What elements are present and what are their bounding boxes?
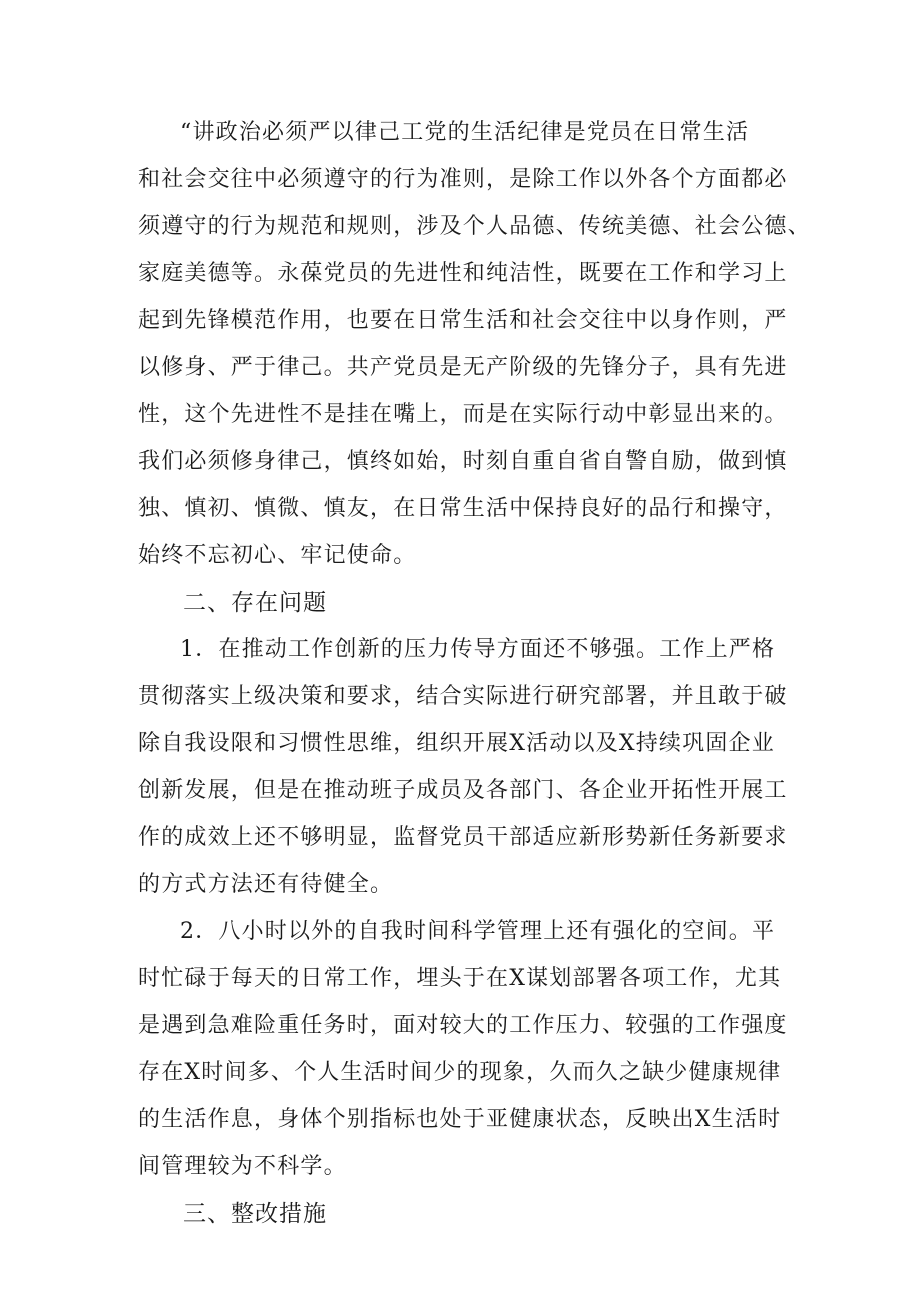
paragraph-line: 创新发展，但是在推动班子成员及各部门、各企业开拓性开展工 xyxy=(138,778,788,803)
paragraph-line: 性，这个先进性不是挂在嘴上，而是在实际行动中彰显出来的。 xyxy=(138,402,788,427)
paragraph-line: 起到先锋模范作用，也要在日常生活和社会交往中以身作则，严 xyxy=(138,308,788,333)
paragraph-line: 的方式方法还有待健全。 xyxy=(138,872,394,897)
paragraph-line: 和社会交往中必须遵守的行为准则，是除工作以外各个方面都必 xyxy=(138,167,788,192)
paragraph-line: 1．在推动工作创新的压力传导方面还不够强。工作上严格 xyxy=(180,637,776,662)
paragraph-line: 除自我设限和习惯性思维，组织开展X活动以及X持续巩固企业 xyxy=(138,731,775,756)
paragraph-line: 是遇到急难险重任务时，面对较大的工作压力、较强的工作强度 xyxy=(138,1013,788,1038)
paragraph-line: 家庭美德等。永葆党员的先进性和纯洁性，既要在工作和学习上 xyxy=(138,261,788,286)
paragraph-line: 2．八小时以外的自我时间科学管理上还有强化的空间。平 xyxy=(180,919,776,944)
paragraph-line: 时忙碌于每天的日常工作，埋头于在X谋划部署各项工作，尤其 xyxy=(138,966,782,991)
paragraph-line: 贯彻落实上级决策和要求，结合实际进行研究部署，并且敢于破 xyxy=(138,684,788,709)
paragraph-line: 存在X时间多、个人生活时间少的现象，久而久之缺少健康规律 xyxy=(138,1060,782,1085)
paragraph-line: 间管理较为不科学。 xyxy=(138,1154,347,1179)
paragraph-line: “讲政治必须严以律己工党的生活纪律是党员在日常生活 xyxy=(180,120,750,145)
paragraph-line: 始终不忘初心、牢记使命。 xyxy=(138,543,417,568)
paragraph-line: 独、慎初、慎微、慎友，在日常生活中保持良好的品行和操守， xyxy=(138,496,788,521)
paragraph-line: 以修身、严于律己。共产党员是无产阶级的先锋分子，具有先进 xyxy=(138,355,788,380)
section-heading-problems: 二、存在问题 xyxy=(183,590,327,616)
paragraph-line: 须遵守的行为规范和规则，涉及个人品德、传统美德、社会公德、 xyxy=(138,214,811,239)
paragraph-line: 作的成效上还不够明显，监督党员干部适应新形势新任务新要求 xyxy=(138,825,788,850)
paragraph-line: 我们必须修身律己，慎终如始，时刻自重自省自警自励，做到慎 xyxy=(138,449,788,474)
paragraph-line: 的生活作息，身体个别指标也处于亚健康状态，反映出X生活时 xyxy=(138,1107,782,1132)
section-heading-measures: 三、整改措施 xyxy=(183,1201,327,1227)
